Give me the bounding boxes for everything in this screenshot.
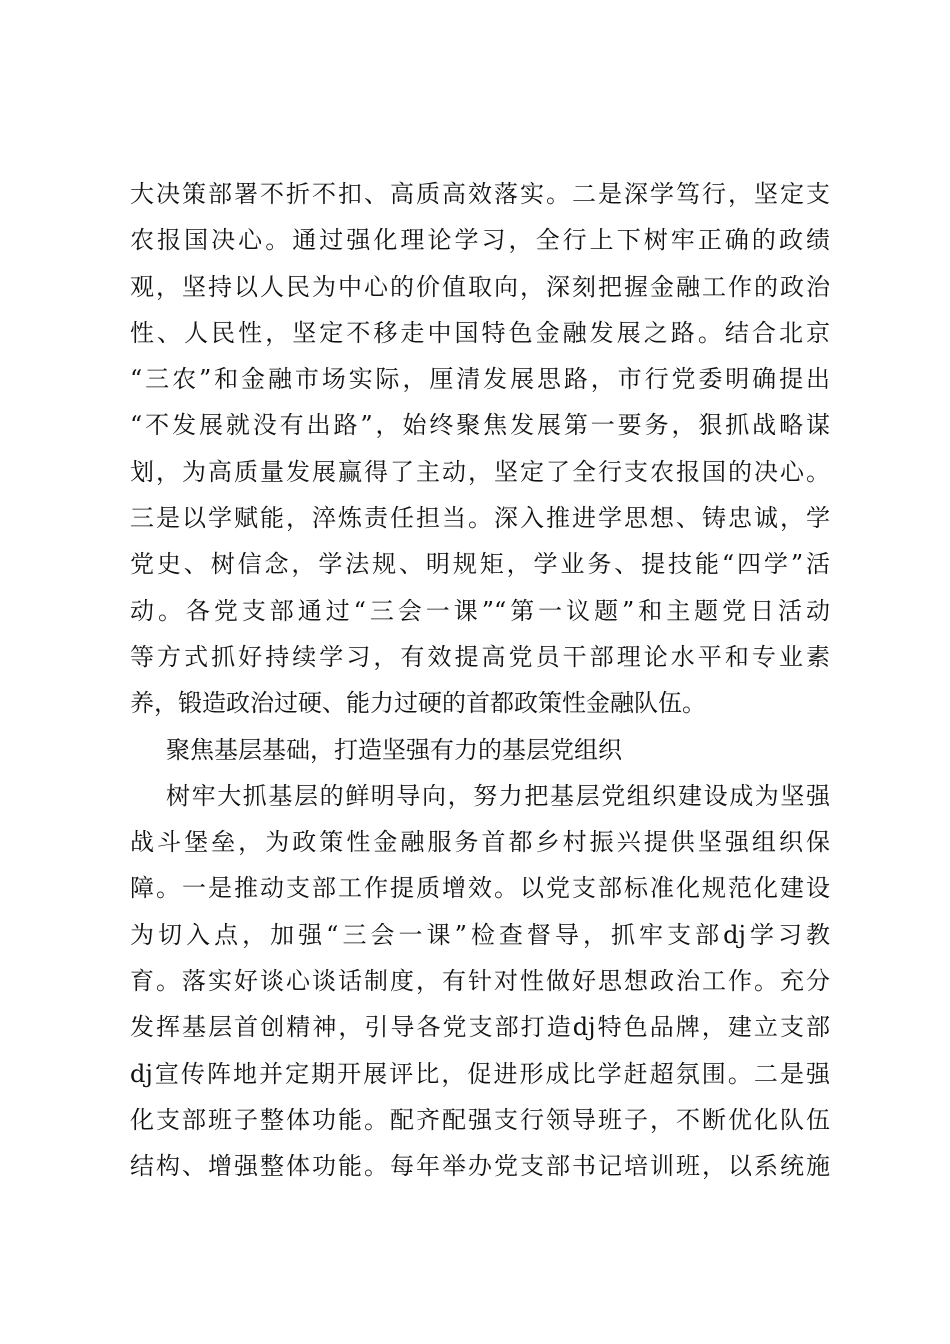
text-line: 性、人民性，坚定不移走中国特色金融发展之路。结合北京 [130,318,830,347]
text-line: 划，为高质量发展赢得了主动，坚定了全行支农报国的决心。 [130,457,830,486]
text-line: “三农”和金融市场实际，厘清发展思路，市行党委明确提出 [130,365,830,394]
body-text [130,171,830,1190]
text-line: 养，锻造政治过硬、能力过硬的首都政策性金融队伍。 [130,689,706,718]
text-line: 农报国决心。通过强化理论学习，全行上下树牢正确的政绩 [130,226,830,255]
text-line: 三是以学赋能，淬炼责任担当。深入推进学思想、铸忠诚，学 [130,504,830,533]
text-line: 党史、树信念，学法规、明规矩，学业务、提技能“四学”活 [130,550,830,579]
text-line: 等方式抓好持续学习，有效提高党员干部理论水平和专业素 [130,642,830,671]
text-line: 育。落实好谈心谈话制度，有针对性做好思想政治工作。充分 [130,967,830,996]
text-line: dj宣传阵地并定期开展评比，促进形成比学赶超氛围。二是强 [130,1059,830,1088]
text-line: 发挥基层首创精神，引导各党支部打造dj特色品牌，建立支部 [130,1013,830,1042]
text-line: 大决策部署不折不扣、高质高效落实。二是深学笃行，坚定支 [130,180,830,208]
section-heading: 聚焦基层基础，打造坚强有力的基层党组织 [166,735,622,764]
text-line: 障。一是推动支部工作提质增效。以党支部标准化规范化建设 [130,874,830,903]
text-line: 为切入点，加强“三会一课”检查督导，抓牢支部dj学习教 [130,920,830,949]
text-line: 树牢大抓基层的鲜明导向，努力把基层党组织建设成为坚强 [166,781,830,810]
text-line: 战斗堡垒，为政策性金融服务首都乡村振兴提供坚强组织保 [130,828,830,857]
text-line: 结构、增强整体功能。每年举办党支部书记培训班，以系统施 [130,1152,830,1181]
text-line: “不发展就没有出路”，始终聚焦发展第一要务，狠抓战略谋 [130,411,830,440]
text-line: 化支部班子整体功能。配齐配强支行领导班子，不断优化队伍 [130,1105,830,1134]
text-line: 观，坚持以人民为中心的价值取向，深刻把握金融工作的政治 [130,272,830,301]
text-line: 动。各党支部通过“三会一课”“第一议题”和主题党日活动 [130,596,830,625]
